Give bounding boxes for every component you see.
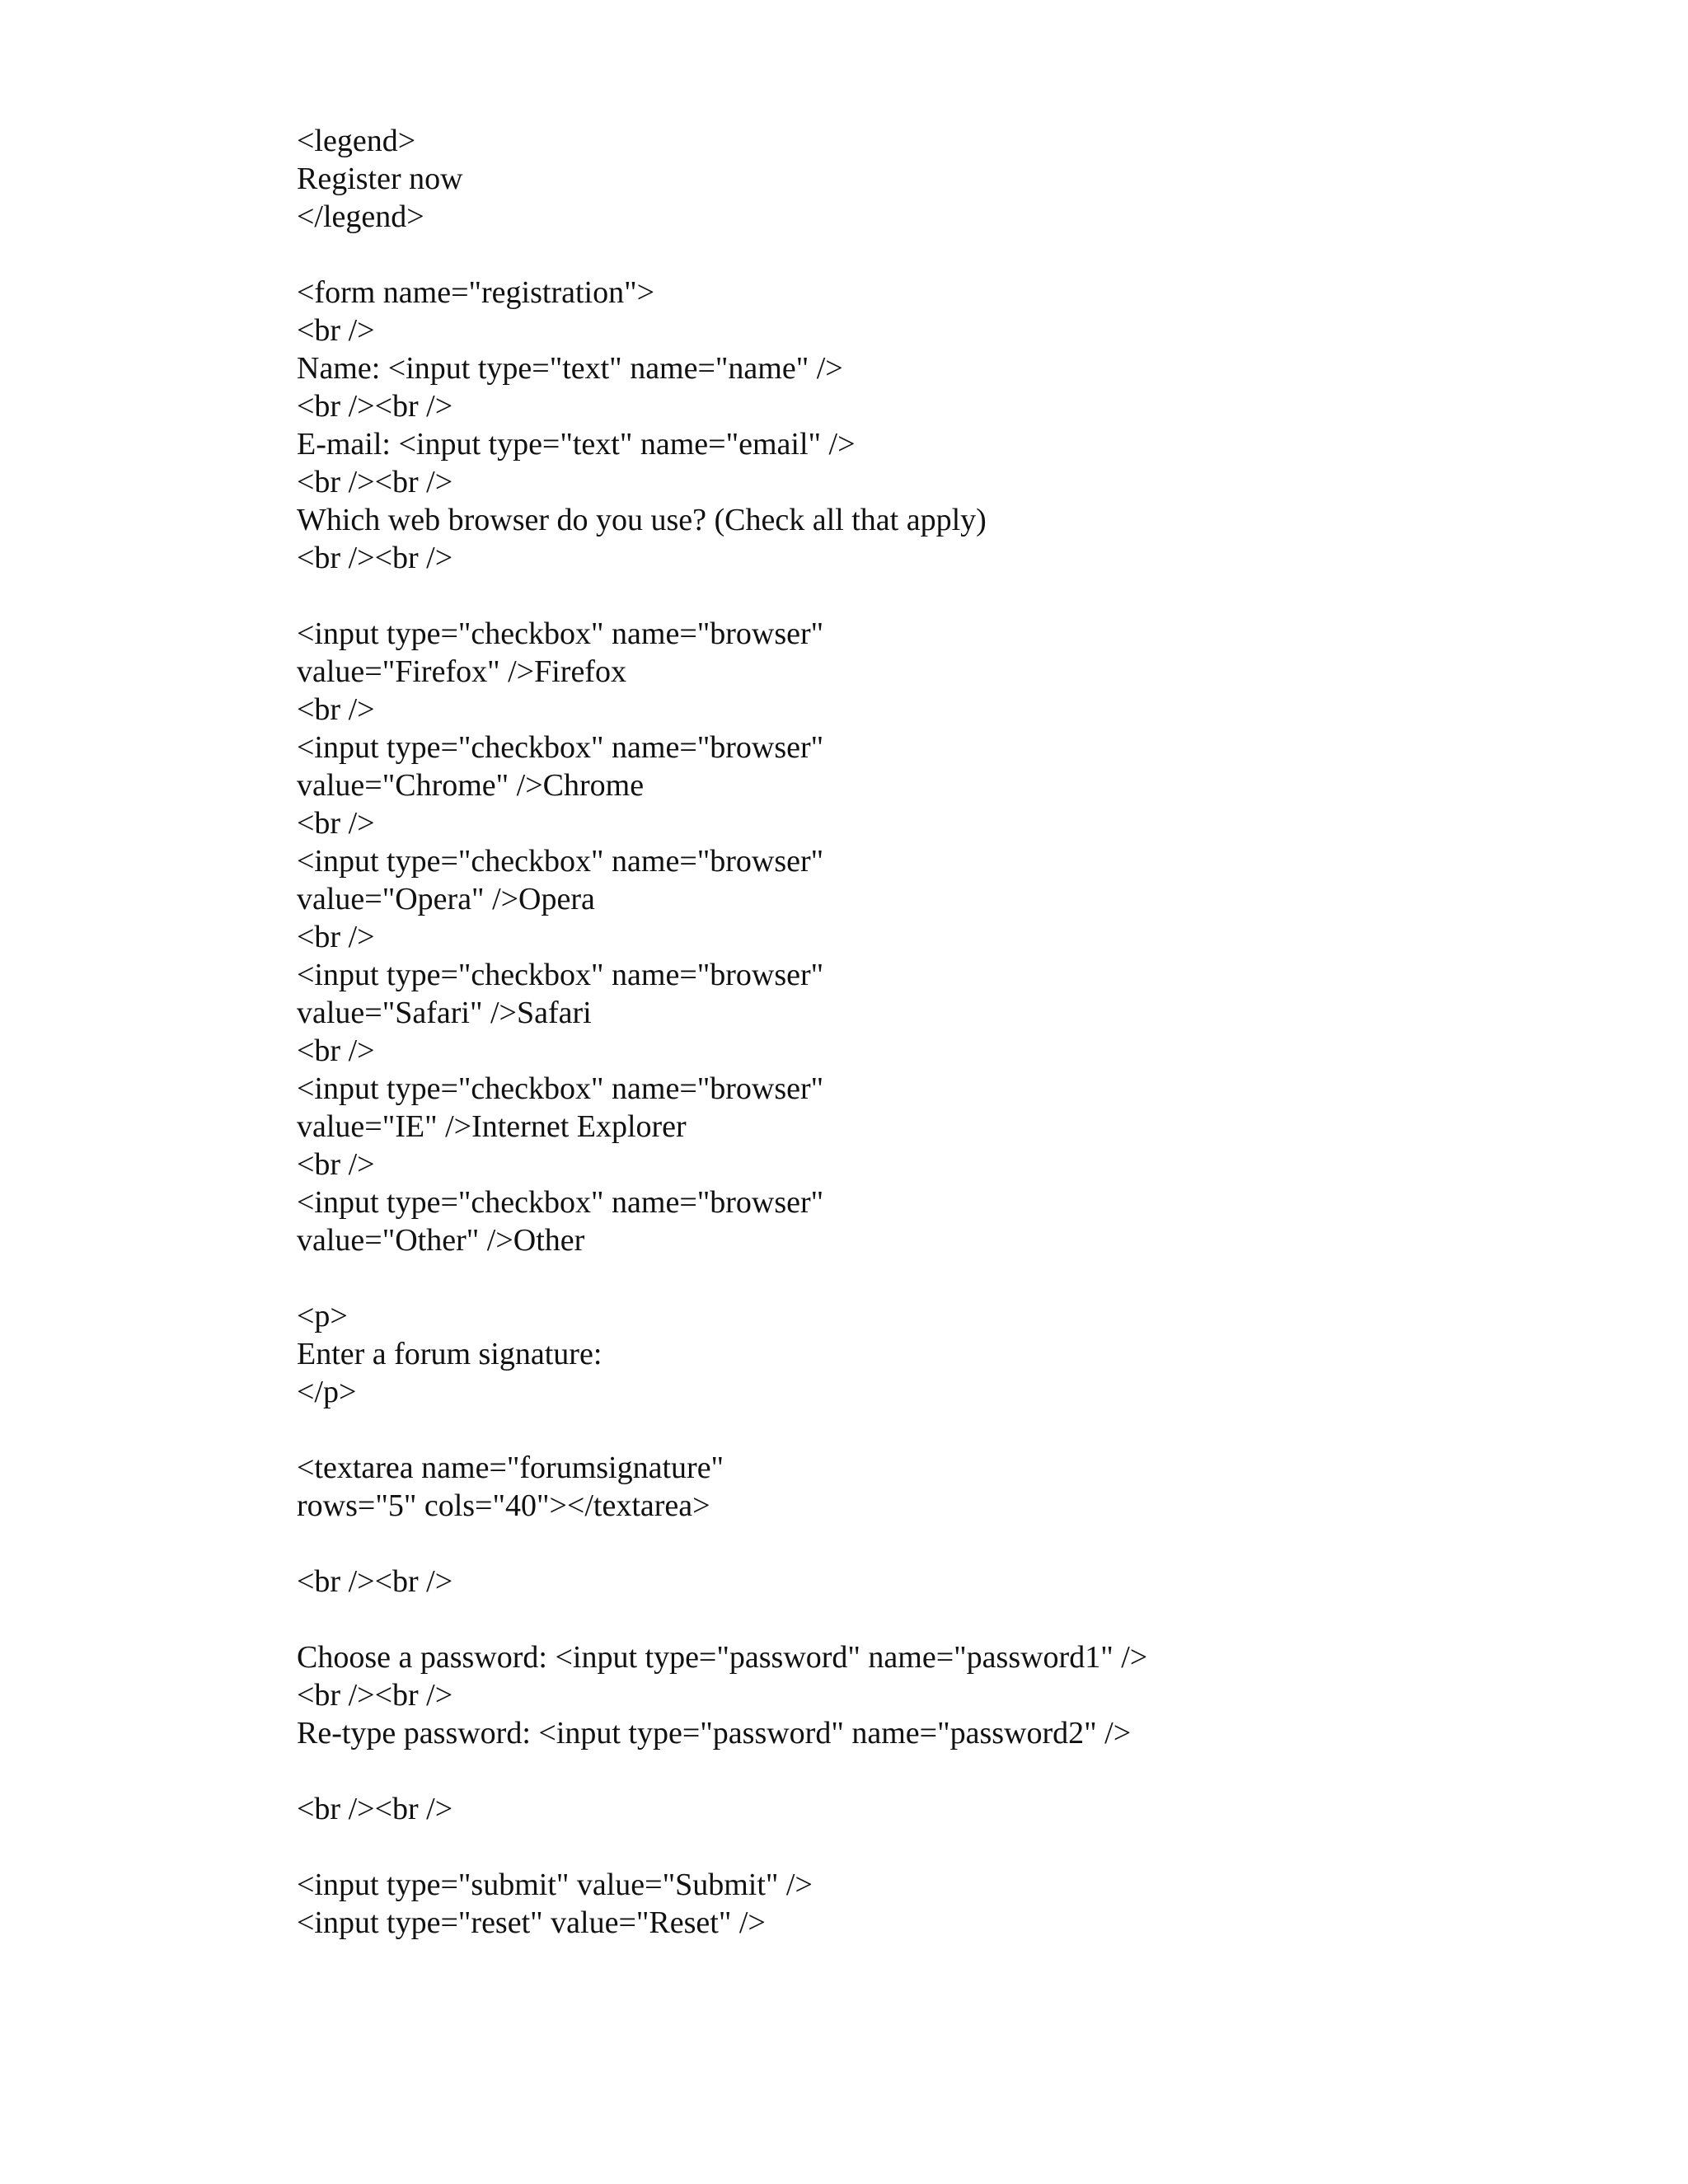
code-line: value="Other" />Other <box>297 1223 585 1258</box>
code-line: <br /><br /> <box>297 541 453 575</box>
code-line: Name: <input type="text" name="name" /> <box>297 351 843 386</box>
blank-line <box>297 1411 1615 1449</box>
code-line: Re-type password: <input type="password" name="password2" /> <box>297 1716 1132 1750</box>
code-line: Choose a password: <input type="password" name="password1" /> <box>297 1640 1148 1675</box>
code-line: <input type="checkbox" name="browser" <box>297 1185 824 1220</box>
code-line: <form name="registration"> <box>297 275 655 310</box>
code-line: <br /> <box>297 313 375 348</box>
code-line: rows="5" cols="40"></textarea> <box>297 1488 710 1523</box>
code-line: <input type="checkbox" name="browser" <box>297 958 824 992</box>
code-line: <br /><br /> <box>297 389 453 424</box>
code-line: value="Chrome" />Chrome <box>297 768 645 803</box>
code-listing <box>297 122 1615 1942</box>
blank-line <box>297 577 1615 615</box>
code-line: value="Firefox" />Firefox <box>297 654 626 689</box>
code-line: <br /> <box>297 692 375 727</box>
code-line: <input type="reset" value="Reset" /> <box>297 1905 766 1940</box>
code-line: value="Opera" />Opera <box>297 882 595 916</box>
code-line: <br /> <box>297 920 375 954</box>
blank-line <box>297 1752 1615 1790</box>
blank-line <box>297 1259 1615 1297</box>
code-line: </p> <box>297 1375 357 1409</box>
code-line: <input type="submit" value="Submit" /> <box>297 1868 813 1902</box>
code-line: <input type="checkbox" name="browser" <box>297 616 824 651</box>
code-line: value="IE" />Internet Explorer <box>297 1109 687 1144</box>
code-line: Which web browser do you use? (Check all that apply) <box>297 503 987 537</box>
blank-line <box>297 1828 1615 1866</box>
blank-line <box>297 1525 1615 1563</box>
code-line: <br /> <box>297 806 375 841</box>
code-line: <br /><br /> <box>297 1564 453 1599</box>
code-line: <br /> <box>297 1147 375 1182</box>
code-line: Register now <box>297 162 463 196</box>
code-line: <br /> <box>297 1033 375 1068</box>
code-line: <input type="checkbox" name="browser" <box>297 730 824 765</box>
blank-line <box>297 236 1615 274</box>
code-line: Enter a forum signature: <box>297 1337 603 1371</box>
blank-line <box>297 1601 1615 1638</box>
code-line: <br /><br /> <box>297 1678 453 1713</box>
code-line: value="Safari" />Safari <box>297 996 592 1030</box>
code-line: <input type="checkbox" name="browser" <box>297 844 824 879</box>
code-line: <br /><br /> <box>297 465 453 499</box>
code-line: E-mail: <input type="text" name="email" /> <box>297 427 856 462</box>
code-line: <input type="checkbox" name="browser" <box>297 1071 824 1106</box>
code-line: <p> <box>297 1299 348 1333</box>
code-line: </legend> <box>297 199 424 234</box>
code-line: <textarea name="forumsignature" <box>297 1451 724 1485</box>
code-line: <legend> <box>297 124 416 158</box>
code-line: <br /><br /> <box>297 1792 453 1826</box>
